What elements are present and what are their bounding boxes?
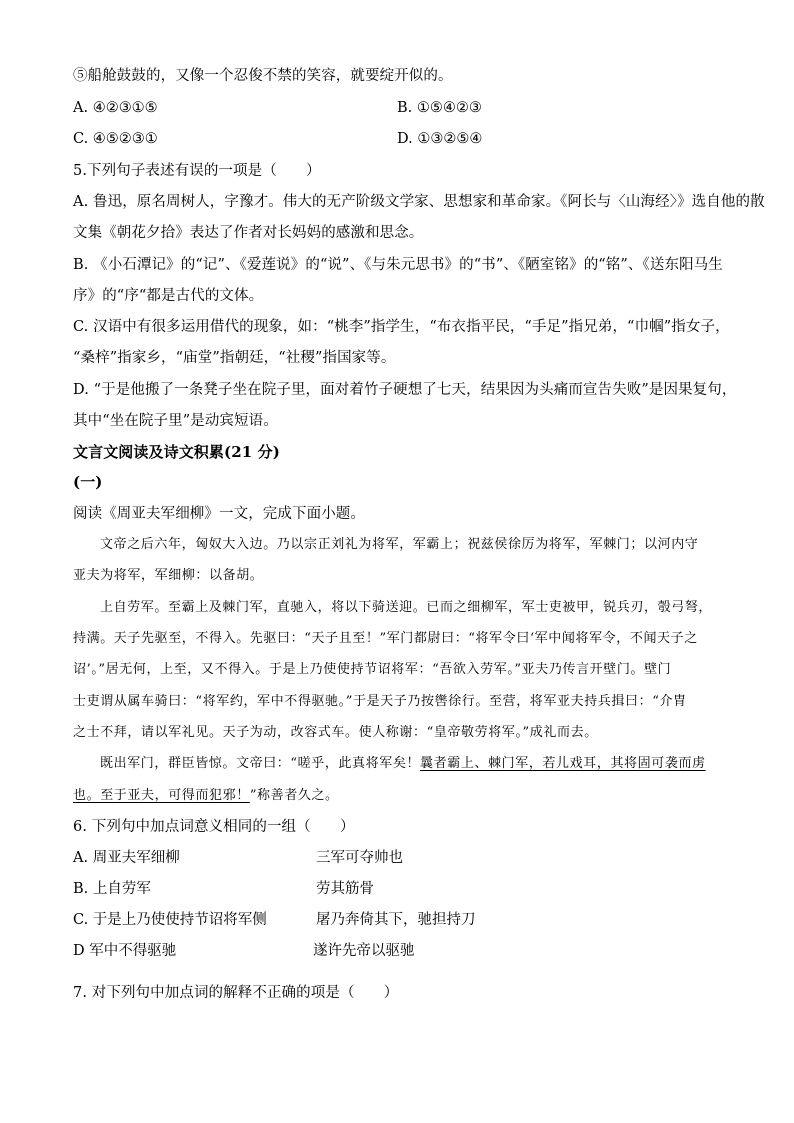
- q5-option-b-line1: B. 《小石潭记》的“记”、《爱莲说》的“说”、《与朱元思书》的“书”、《陋室铭》的“铭”、《送东阳马生: [73, 257, 723, 273]
- question-5: 5.下列句子表述有误的一项是（ ）: [73, 163, 321, 179]
- passage-p3-line2: [73, 786, 724, 806]
- q5-option-a-line2: 文集《朝花夕拾》表达了作者对长妈妈的感激和思念。: [73, 225, 424, 241]
- section-heading: 文言文阅读及诗文积累(21 分): [73, 443, 280, 461]
- q4-sentence-5: ⑤船舱鼓鼓的，又像一个忍俊不禁的笑容，就要绽开似的。: [73, 68, 453, 84]
- q6-option-a-right: 三军可夺帅也: [316, 850, 403, 866]
- q6-option-c-right: 屠乃奔倚其下，驰担持刀: [316, 912, 476, 928]
- subsection-heading: (一): [73, 473, 103, 491]
- q5-option-a-line1: A. 鲁迅，原名周树人，字豫才。伟大的无产阶级文学家、思想家和革命家。《阿长与〈山海经〉》选自他的散: [73, 194, 765, 210]
- q6-option-d-right: 遂许先帝以驱驰: [313, 943, 415, 959]
- q5-option-d-line2: 其中“坐在院子里”是动宾短语。: [73, 413, 278, 429]
- q5-option-d-line1: D. “于是他搬了一条凳子坐在院子里，面对着竹子硬想了七天，结果因为头痛而宣告失败”是因果复句，: [73, 382, 737, 398]
- q6-option-c-left: C. 于是上乃使使持节诏将军侧: [73, 912, 267, 928]
- passage-p2-line3: 诏’。”居无何，上至，又不得入。于是上乃使使持节诏将军：“吾欲入劳军。”亚夫乃传言开壁门。壁门: [73, 662, 672, 677]
- q4-option-a: A. ④②③①⑤: [73, 100, 158, 116]
- reading-intro: 阅读《周亚夫军细柳》一文，完成下面小题。: [73, 506, 365, 522]
- passage-p3-line1-underlined: 曩者霸上、棘门军，若儿戏耳，其将固可袭而虏: [420, 756, 706, 771]
- passage-p1-line2: 亚夫为将军，军细柳：以备胡。: [73, 568, 264, 583]
- q4-option-d: D. ①③②⑤④: [397, 131, 483, 147]
- q4-option-c: C. ④⑤②③①: [73, 131, 158, 147]
- passage-p3-line2-plain: ”称善者久之。: [249, 788, 339, 803]
- q4-option-b: B. ①⑤④②③: [397, 100, 482, 116]
- q5-option-c-line2: “桑梓”指家乡，“庙堂”指朝廷，“社稷”指国家等。: [73, 350, 396, 366]
- passage-p2-line5: 之士不拜，请以军礼见。天子为动，改容式车。使人称谢：“皇帝敬劳将军。”成礼而去。: [73, 725, 598, 740]
- passage-p2-line4: 士吏谓从属车骑曰：“将军约，军中不得驱驰。”于是天子乃按辔徐行。至营，将军亚夫持兵揖曰：“介胄: [73, 694, 687, 709]
- passage-p1-line1: 文帝之后六年，匈奴大入边。乃以宗正刘礼为将军，军霸上；祝兹侯徐厉为将军，军棘门；以河内守: [100, 537, 699, 552]
- question-6: 6. 下列句中加点词意义相同的一组（ ）: [73, 819, 355, 835]
- passage-p2-line2: 持满。天子先驱至，不得入。先驱曰：“天子且至！”军门都尉曰：“将军令曰‘军中闻将军令，不闻天子之: [73, 631, 698, 646]
- passage-p3-line1: [100, 754, 724, 774]
- q6-option-b-left: B. 上自劳军: [73, 881, 151, 897]
- q6-option-a-left: A. 周亚夫军细柳: [73, 850, 180, 866]
- passage-p2-line1: 上自劳军。至霸上及棘门军，直驰入，将以下骑送迎。已而之细柳军，军士吏被甲，锐兵刃，彀弓弩，: [100, 600, 713, 615]
- q6-option-b-right: 劳其筋骨: [316, 881, 374, 897]
- passage-p3-line1-plain: 既出军门，群臣皆惊。文帝曰：“嗟乎，此真将军矣！: [100, 756, 421, 771]
- passage-p3-line2-underlined: 也。至于亚夫，可得而犯邪！: [73, 788, 250, 803]
- question-7: 7. 对下列句中加点词的解释不正确的项是（ ）: [73, 985, 399, 1001]
- q6-option-d-left: D 军中不得驱驰: [73, 943, 177, 959]
- q5-option-c-line1: C. 汉语中有很多运用借代的现象，如：“桃李”指学生，“布衣指平民，“手足”指兄弟，“巾帼”指女子，: [73, 319, 730, 335]
- q5-option-b-line2: 序》的“序“都是古代的文体。: [73, 288, 264, 304]
